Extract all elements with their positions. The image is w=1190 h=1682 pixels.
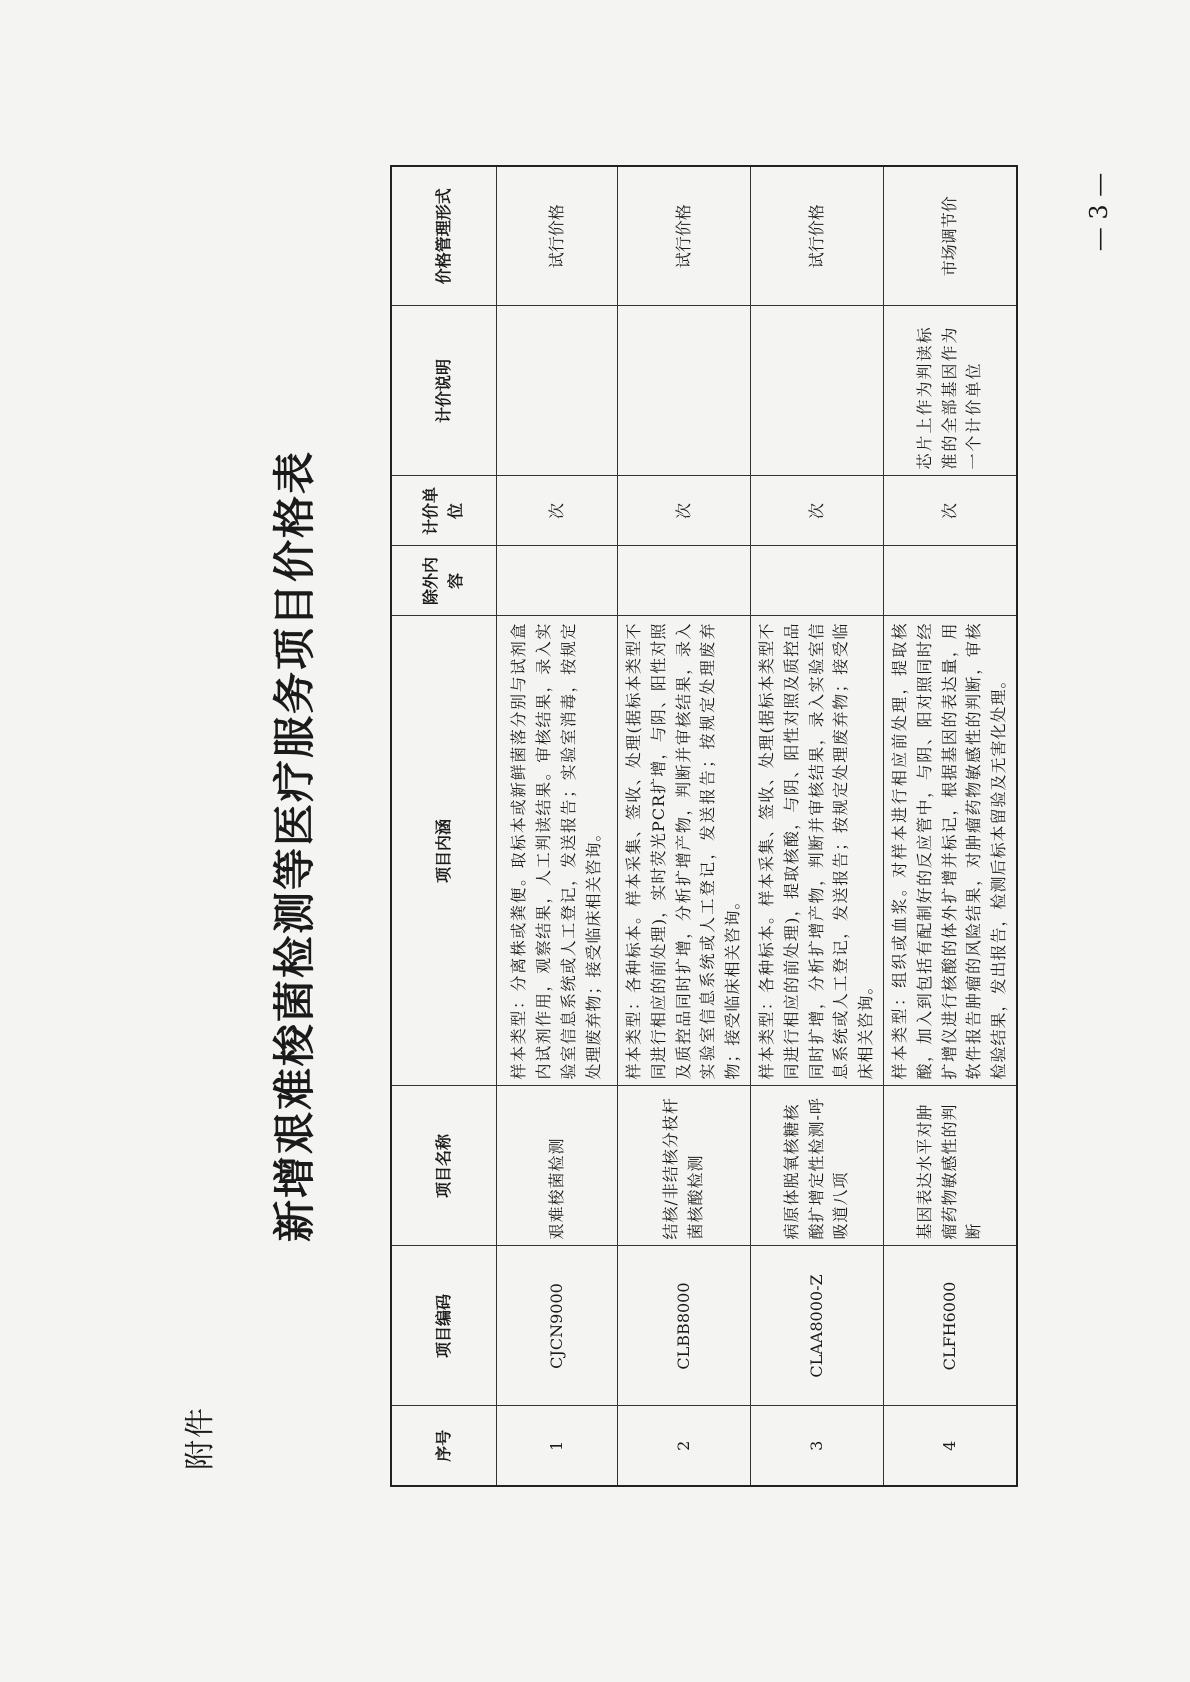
table-row bbox=[750, 166, 883, 1486]
cell-note: 芯片上作为判读标准的全部基因作为一个计价单位 bbox=[883, 306, 1016, 476]
cell-exclusions bbox=[750, 546, 883, 616]
header-name: 项目名称 bbox=[391, 1086, 497, 1246]
header-unit: 计价单位 bbox=[391, 476, 497, 546]
table-header-row bbox=[391, 166, 497, 1486]
header-note: 计价说明 bbox=[391, 306, 497, 476]
cell-content: 样本类型：各种标本。样本采集、签收、处理(据标本类型不同进行相应的前处理)，实时荧光PCR扩增，与阴、阳性对照及质控品同时扩增，分析扩增产物，判断并审核结果，录入实验室信息系统或人工登记，发送报告；按规定处理废弃物；接受临床相关咨询。 bbox=[618, 616, 751, 1086]
cell-note bbox=[618, 306, 751, 476]
cell-content: 样本类型：分离株或粪便。取标本或新鲜菌落分别与试剂盒内试剂作用，观察结果，人工判读结果。审核结果，录入实验室信息系统或人工登记，发送报告；实验室消毒，按规定处理废弃物；接受临床相关咨询。 bbox=[497, 616, 618, 1086]
cell-unit: 次 bbox=[497, 476, 618, 546]
cell-exclusions bbox=[618, 546, 751, 616]
cell-note bbox=[497, 306, 618, 476]
cell-price-mgmt: 试行价格 bbox=[618, 166, 751, 306]
cell-code: CLAA8000-Z bbox=[750, 1246, 883, 1406]
cell-name: 基因表达水平对肿瘤药物敏感性的判断 bbox=[883, 1086, 1016, 1246]
cell-code: CJCN9000 bbox=[497, 1246, 618, 1406]
cell-seq: 1 bbox=[497, 1406, 618, 1486]
attachment-label: 附件 bbox=[183, 1406, 218, 1470]
table-row bbox=[618, 166, 751, 1486]
price-table bbox=[390, 165, 1018, 1487]
cell-code: CLFH6000 bbox=[883, 1246, 1016, 1406]
cell-name: 病原体脱氧核糖核酸扩增定性检测-呼吸道八项 bbox=[750, 1086, 883, 1246]
cell-exclusions bbox=[883, 546, 1016, 616]
cell-seq: 2 bbox=[618, 1406, 751, 1486]
cell-content: 样本类型：各种标本。样本采集、签收、处理(据标本类型不同进行相应的前处理)，提取核酸，与阴、阳性对照及质控品同时扩增，分析扩增产物，判断并审核结果，录入实验室信息系统或人工登记，发送报告；按规定处理废弃物；接受临床相关咨询。 bbox=[750, 616, 883, 1086]
cell-content: 样本类型：组织或血浆。对样本进行相应前处理，提取核酸，加入到包括有配制好的反应管中，与阴、阳对照同时经扩增仪进行核酸的体外扩增并标记，根据基因的表达量，用软件报告肿瘤的风险结果，对肿瘤药物敏感性的判断，审核检验结果，发出报告，检测后标本留验及无害化处理。 bbox=[883, 616, 1016, 1086]
cell-seq: 4 bbox=[883, 1406, 1016, 1486]
table-row bbox=[883, 166, 1016, 1486]
header-code: 项目编码 bbox=[391, 1246, 497, 1406]
document-title: 新增艰难梭菌检测等医疗服务项目价格表 bbox=[270, 449, 319, 1242]
cell-exclusions bbox=[497, 546, 618, 616]
cell-unit: 次 bbox=[618, 476, 751, 546]
cell-price-mgmt: 市场调节价 bbox=[883, 166, 1016, 306]
header-exclusions: 除外内容 bbox=[391, 546, 497, 616]
cell-price-mgmt: 试行价格 bbox=[497, 166, 618, 306]
header-content: 项目内涵 bbox=[391, 616, 497, 1086]
cell-seq: 3 bbox=[750, 1406, 883, 1486]
header-seq: 序号 bbox=[391, 1406, 497, 1486]
cell-price-mgmt: 试行价格 bbox=[750, 166, 883, 306]
cell-unit: 次 bbox=[883, 476, 1016, 546]
header-price-mgmt: 价格管理形式 bbox=[391, 166, 497, 306]
page-number: — 3 — bbox=[1085, 172, 1113, 252]
table-row bbox=[497, 166, 618, 1486]
cell-name: 结核/非结核分枝杆菌核酸检测 bbox=[618, 1086, 751, 1246]
cell-unit: 次 bbox=[750, 476, 883, 546]
cell-code: CLBB8000 bbox=[618, 1246, 751, 1406]
cell-note bbox=[750, 306, 883, 476]
cell-name: 艰难梭菌检测 bbox=[497, 1086, 618, 1246]
